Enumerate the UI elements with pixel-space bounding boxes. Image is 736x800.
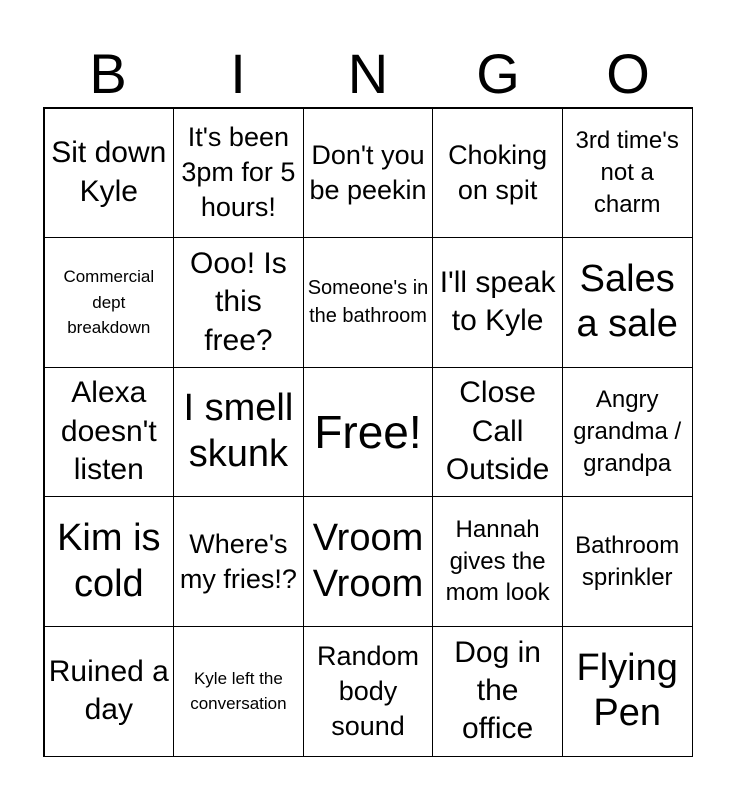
cell-text: Free! — [314, 405, 422, 458]
bingo-cell[interactable] — [303, 237, 434, 368]
cell-text: Don't you be peekin — [309, 139, 427, 205]
cell-text: Sit down Kyle — [51, 136, 167, 208]
bingo-cell[interactable] — [562, 367, 693, 498]
cell-text: Choking on spit — [448, 139, 548, 205]
bingo-cell[interactable] — [173, 367, 304, 498]
bingo-cell[interactable] — [303, 626, 434, 757]
cell-text: Alexa doesn't listen — [60, 376, 157, 487]
cell-text: Bathroom sprinkler — [575, 531, 680, 591]
cell-text: Kyle left the conversation — [190, 668, 287, 714]
cell-text: I smell skunk — [183, 387, 294, 475]
cell-text: Random body sound — [316, 640, 420, 741]
cell-text: Ruined a day — [48, 654, 169, 727]
bingo-cell[interactable] — [562, 496, 693, 627]
bingo-cell[interactable] — [44, 367, 175, 498]
bingo-cell[interactable] — [432, 237, 563, 368]
bingo-cell[interactable] — [44, 237, 175, 368]
bingo-cell[interactable] — [173, 108, 304, 239]
header-letter-n: N — [347, 42, 389, 105]
cell-text: Sales a sale — [576, 257, 678, 346]
bingo-cell[interactable] — [562, 108, 693, 239]
bingo-cell[interactable] — [173, 626, 304, 757]
bingo-cell[interactable] — [173, 496, 304, 627]
header-letter-o: O — [606, 42, 650, 105]
cell-text: Commercial dept breakdown — [63, 267, 155, 338]
cell-text: It's been 3pm for 5 hours! — [181, 122, 296, 223]
cell-text: Close Call Outside — [445, 376, 550, 487]
bingo-cell[interactable] — [562, 626, 693, 757]
bingo-cell[interactable] — [303, 108, 434, 239]
bingo-cell[interactable] — [44, 108, 175, 239]
cell-text: Dog in the office — [454, 635, 541, 746]
bingo-cell[interactable] — [432, 367, 563, 498]
cell-text: I'll speak to Kyle — [439, 266, 556, 338]
cell-text: Where's my fries!? — [179, 528, 297, 594]
bingo-cell[interactable] — [173, 237, 304, 368]
cell-text: Angry grandma / grandpa — [573, 386, 682, 477]
bingo-cell[interactable] — [44, 626, 175, 757]
cell-text: Someone's in the bathroom — [307, 277, 429, 328]
cell-text: 3rd time's not a charm — [575, 127, 679, 218]
header-letter-g: G — [476, 42, 520, 105]
bingo-cell[interactable] — [432, 108, 563, 239]
bingo-cell[interactable] — [432, 496, 563, 627]
bingo-cell[interactable] — [432, 626, 563, 757]
cell-text: Vroom Vroom — [312, 517, 424, 605]
bingo-free-space[interactable] — [303, 367, 434, 498]
cell-text: Flying Pen — [576, 646, 678, 735]
bingo-card-grid — [43, 107, 693, 757]
bingo-header — [43, 40, 693, 108]
header-letter-i: I — [230, 42, 246, 105]
cell-text: Hannah gives the mom look — [445, 516, 550, 607]
bingo-cell[interactable] — [44, 496, 175, 627]
bingo-cell[interactable] — [562, 237, 693, 368]
cell-text: Kim is cold — [57, 517, 161, 605]
header-letter-b: B — [89, 42, 127, 105]
bingo-cell[interactable] — [303, 496, 434, 627]
cell-text: Ooo! Is this free? — [190, 246, 287, 357]
